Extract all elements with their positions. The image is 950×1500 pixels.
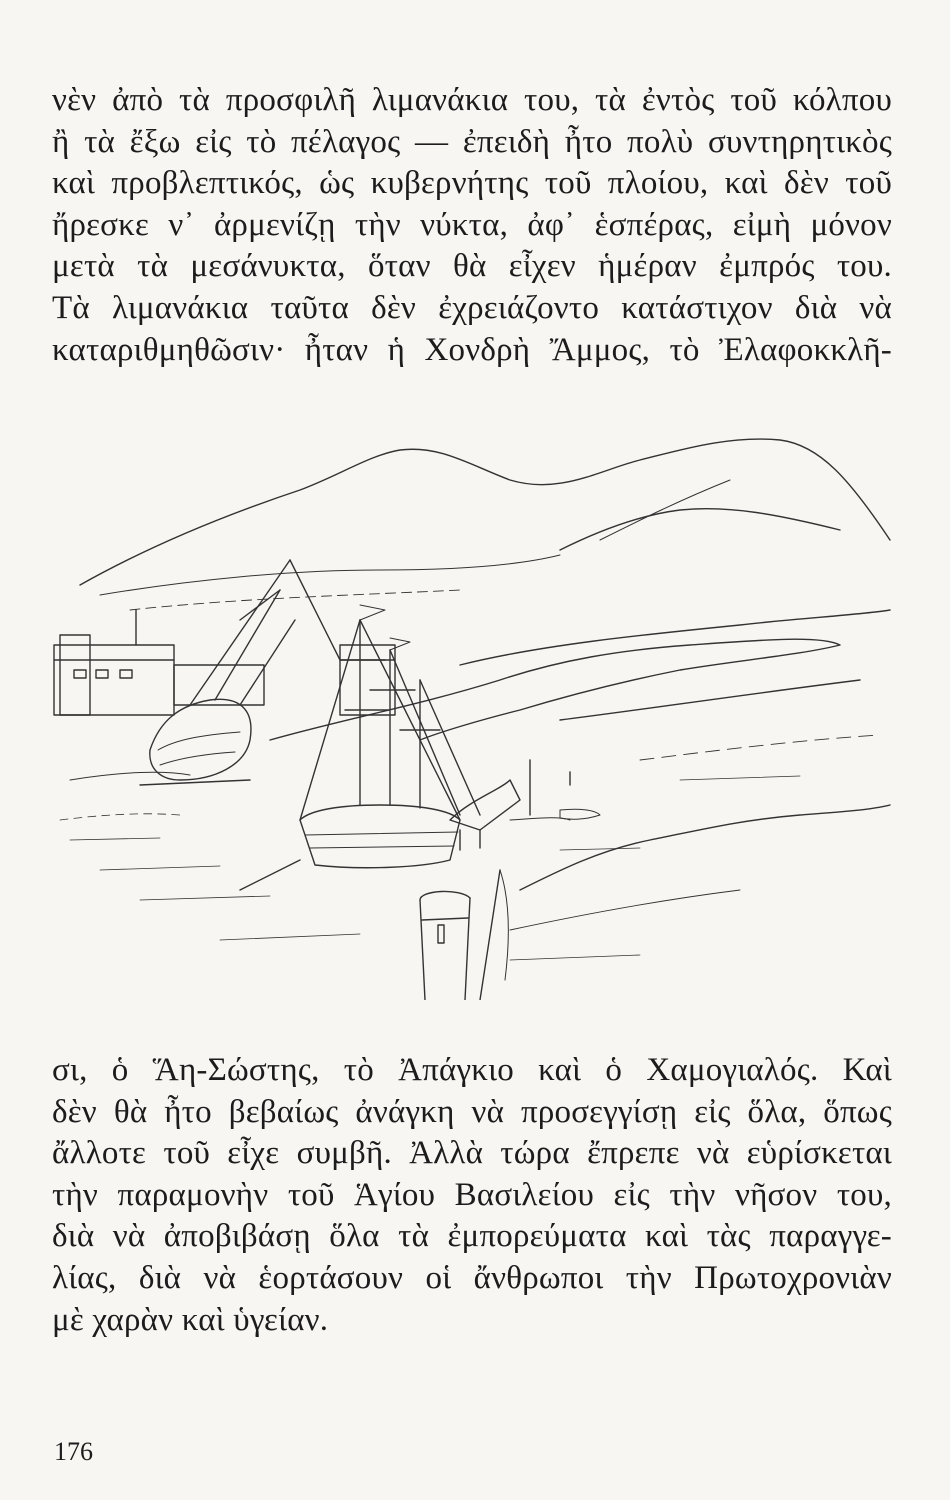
sailing-ship-drawing — [240, 605, 480, 890]
pier-drawing — [450, 760, 600, 850]
text-line: διὰ νὰ ἀποβιβάσῃ ὅλα τὰ ἐμπορεύματα καὶ τὰς παραγγε- — [52, 1218, 892, 1255]
text-line: τὴν παραμονὴν τοῦ Ἁγίου Βασιλείου εἰς τὴν νῆσον του, — [52, 1176, 892, 1213]
text-block-bottom — [52, 1050, 892, 1341]
text-line: λίας, διὰ νὰ ἑορτάσουν οἱ ἄνθρωποι τὴν Πρωτοχρονιὰν — [52, 1259, 892, 1296]
text-line: ἢ τὰ ἔξω εἰς τὸ πέλαγος — ἐπειδὴ ἦτο πολὺ συντηρητικὸς — [52, 123, 892, 160]
text-line: ἤρεσκε ν᾽ ἀρμενίζῃ τὴν νύκτα, ἀφ᾽ ἑσπέρας, εἰμὴ μόνον — [52, 206, 892, 243]
coastline-drawing — [60, 610, 890, 930]
mountains-drawing — [80, 439, 890, 610]
text-line: μετὰ τὰ μεσάνυκτα, ὅταν θὰ εἶχεν ἡμέραν ἐμπρός του. — [52, 248, 892, 285]
harbor-illustration — [40, 420, 900, 1000]
text-line: Τὰ λιμανάκια ταῦτα δὲν ἐχρειάζοντο κατάστιχον διὰ νὰ — [52, 289, 892, 326]
tower-drawing — [420, 870, 508, 1000]
text-line: ἄλλοτε τοῦ εἶχε συμβῆ. Ἀλλὰ τώρα ἔπρεπε νὰ εὑρίσκεται — [52, 1135, 892, 1172]
beached-ship-drawing — [140, 560, 340, 785]
water-hatching — [70, 776, 800, 960]
text-line: μὲ χαρὰν καὶ ὑγείαν. — [52, 1301, 329, 1338]
text-line: νὲν ἀπὸ τὰ προσφιλῆ λιμανάκια του, τὰ ἐντὸς τοῦ κόλπου — [52, 82, 892, 118]
text-line: καταριθμηθῶσιν· ἦταν ἡ Χονδρὴ Ἄμμος, τὸ Ἐλαφοκκλῆ- — [52, 331, 892, 368]
text-line: σι, ὁ Ἅη-Σώστης, τὸ Ἀπάγκιο καὶ ὁ Χαμογιαλός. Καὶ — [52, 1052, 892, 1088]
text-block-top — [52, 80, 892, 371]
page-number: 176 — [54, 1437, 93, 1466]
text-line: καὶ προβλεπτικός, ὡς κυβερνήτης τοῦ πλοίου, καὶ δὲν τοῦ — [52, 165, 892, 202]
text-line: δὲν θὰ ἦτο βεβαίως ἀνάγκη νὰ προσεγγίσῃ εἰς ὅλα, ὅπως — [52, 1093, 892, 1130]
